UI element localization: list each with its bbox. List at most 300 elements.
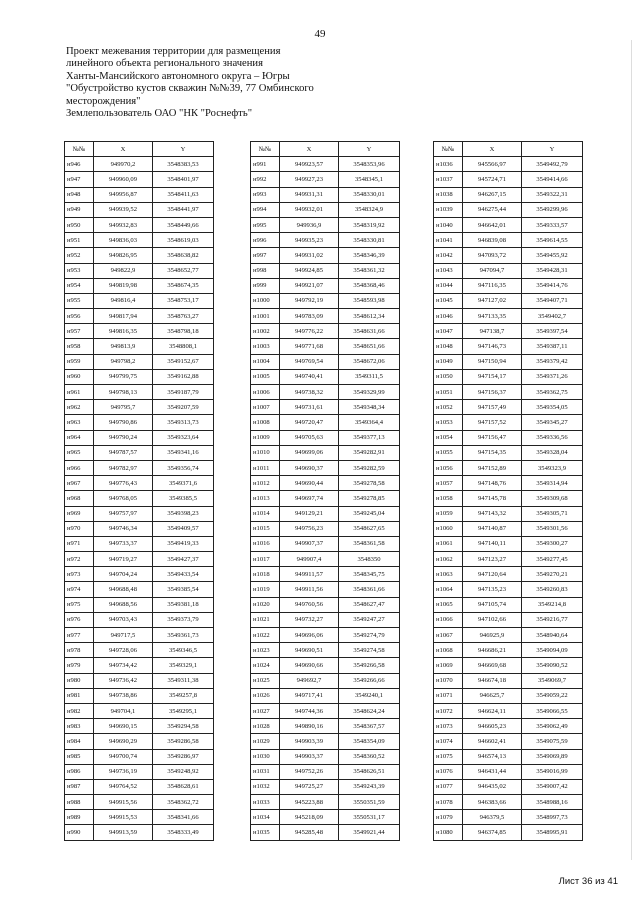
- x-coordinate-cell: 949690,44: [280, 476, 339, 491]
- table-row: [251, 719, 400, 734]
- x-coordinate-cell: 947157,52: [463, 415, 522, 430]
- point-number-cell: н1073: [434, 719, 463, 734]
- point-number-cell: н951: [65, 233, 94, 248]
- point-number-cell: н1063: [434, 567, 463, 582]
- point-number-cell: н1077: [434, 779, 463, 794]
- table-row: [65, 795, 214, 810]
- point-number-cell: н993: [251, 187, 280, 202]
- point-number-cell: н1046: [434, 309, 463, 324]
- y-coordinate-cell: 3549385,54: [153, 582, 214, 597]
- point-number-cell: н1021: [251, 612, 280, 627]
- y-coordinate-cell: 3549419,33: [153, 536, 214, 551]
- point-number-cell: н955: [65, 293, 94, 308]
- x-coordinate-cell: 949816,4: [94, 293, 153, 308]
- table-row: [65, 187, 214, 202]
- x-coordinate-header: X: [280, 142, 339, 157]
- table-row: [434, 217, 583, 232]
- point-number-cell: н999: [251, 278, 280, 293]
- point-number-cell: н1055: [434, 445, 463, 460]
- point-number-cell: н1017: [251, 552, 280, 567]
- table-row: [65, 369, 214, 384]
- y-coordinate-cell: 3548361,58: [339, 536, 400, 551]
- x-coordinate-cell: 949756,23: [280, 521, 339, 536]
- y-coordinate-cell: 3549346,5: [153, 643, 214, 658]
- x-coordinate-cell: 949688,48: [94, 582, 153, 597]
- y-coordinate-cell: 3549313,73: [153, 415, 214, 430]
- y-coordinate-cell: 3548593,98: [339, 293, 400, 308]
- table-row: [251, 491, 400, 506]
- x-coordinate-cell: 949921,07: [280, 278, 339, 293]
- table-row: [434, 536, 583, 551]
- table-row: [65, 354, 214, 369]
- table-row: [251, 415, 400, 430]
- x-coordinate-cell: 946642,01: [463, 217, 522, 232]
- point-number-cell: н1020: [251, 597, 280, 612]
- x-coordinate-cell: 949816,35: [94, 324, 153, 339]
- x-coordinate-cell: 949760,56: [280, 597, 339, 612]
- point-number-cell: н1078: [434, 795, 463, 810]
- x-coordinate-cell: 949927,23: [280, 172, 339, 187]
- y-coordinate-cell: 3549381,18: [153, 597, 214, 612]
- table-row: [434, 749, 583, 764]
- y-coordinate-cell: 3548367,57: [339, 719, 400, 734]
- y-coordinate-cell: 3549333,57: [522, 217, 583, 232]
- point-number-cell: н1022: [251, 628, 280, 643]
- point-number-cell: н1024: [251, 658, 280, 673]
- point-number-cell: н1065: [434, 597, 463, 612]
- x-coordinate-cell: 949924,85: [280, 263, 339, 278]
- point-number-cell: н1067: [434, 628, 463, 643]
- y-coordinate-cell: 3549921,44: [339, 825, 400, 840]
- x-coordinate-cell: 949890,16: [280, 719, 339, 734]
- y-coordinate-cell: 3549247,27: [339, 612, 400, 627]
- x-coordinate-cell: 949696,06: [280, 628, 339, 643]
- point-number-cell: н1011: [251, 460, 280, 475]
- point-number-cell: н1044: [434, 278, 463, 293]
- y-coordinate-cell: 3549341,16: [153, 445, 214, 460]
- x-coordinate-cell: 945223,88: [280, 795, 339, 810]
- table-row: [65, 810, 214, 825]
- y-coordinate-cell: 3549427,37: [153, 552, 214, 567]
- y-coordinate-cell: 3549090,52: [522, 658, 583, 673]
- x-coordinate-cell: 949799,75: [94, 369, 153, 384]
- x-coordinate-cell: 947152,89: [463, 460, 522, 475]
- x-coordinate-cell: 949931,31: [280, 187, 339, 202]
- y-coordinate-cell: 3548449,66: [153, 217, 214, 232]
- x-coordinate-cell: 949720,47: [280, 415, 339, 430]
- table-row: [434, 658, 583, 673]
- y-coordinate-cell: 3549387,11: [522, 339, 583, 354]
- point-number-cell: н953: [65, 263, 94, 278]
- y-coordinate-cell: 3548368,46: [339, 278, 400, 293]
- point-number-cell: н998: [251, 263, 280, 278]
- x-coordinate-cell: 947146,73: [463, 339, 522, 354]
- table-row: [251, 430, 400, 445]
- x-coordinate-cell: 949704,24: [94, 567, 153, 582]
- y-coordinate-cell: 3548624,24: [339, 703, 400, 718]
- table-row: [251, 263, 400, 278]
- y-coordinate-header: Y: [522, 142, 583, 157]
- table-row: [65, 400, 214, 415]
- x-coordinate-cell: 949915,56: [94, 795, 153, 810]
- y-coordinate-cell: 3549414,76: [522, 278, 583, 293]
- point-number-cell: н1050: [434, 369, 463, 384]
- y-coordinate-cell: 3549299,96: [522, 202, 583, 217]
- y-coordinate-cell: 3549398,23: [153, 506, 214, 521]
- y-coordinate-cell: 3549455,92: [522, 248, 583, 263]
- page-number: 49: [314, 28, 326, 40]
- table-row: [434, 719, 583, 734]
- y-coordinate-cell: 3548361,66: [339, 582, 400, 597]
- table-row: [434, 673, 583, 688]
- y-coordinate-cell: 3549397,54: [522, 324, 583, 339]
- x-coordinate-header: X: [463, 142, 522, 157]
- x-coordinate-cell: 949822,9: [94, 263, 153, 278]
- table-row: [65, 309, 214, 324]
- y-coordinate-cell: 3549278,58: [339, 476, 400, 491]
- point-number-cell: н1014: [251, 506, 280, 521]
- y-coordinate-cell: 3549152,67: [153, 354, 214, 369]
- point-number-cell: н1025: [251, 673, 280, 688]
- x-coordinate-cell: 946602,41: [463, 734, 522, 749]
- point-number-cell: н970: [65, 521, 94, 536]
- table-row: [65, 415, 214, 430]
- y-coordinate-cell: 3549371,26: [522, 369, 583, 384]
- table-row: [434, 430, 583, 445]
- table-row: [251, 688, 400, 703]
- table-row: [65, 749, 214, 764]
- x-coordinate-cell: 949744,36: [280, 703, 339, 718]
- y-coordinate-cell: 3549362,75: [522, 385, 583, 400]
- point-number-cell: н984: [65, 734, 94, 749]
- table-row: [65, 202, 214, 217]
- table-row: [434, 825, 583, 840]
- x-coordinate-cell: 949817,94: [94, 309, 153, 324]
- table-row: [434, 385, 583, 400]
- y-coordinate-cell: 3548626,51: [339, 764, 400, 779]
- y-coordinate-cell: 3548361,32: [339, 263, 400, 278]
- y-coordinate-cell: 3549257,8: [153, 688, 214, 703]
- point-number-cell: н966: [65, 460, 94, 475]
- y-coordinate-cell: 3549354,05: [522, 400, 583, 415]
- x-coordinate-cell: 947094,7: [463, 263, 522, 278]
- table-row: [251, 536, 400, 551]
- y-coordinate-cell: 3548995,91: [522, 825, 583, 840]
- point-number-cell: н1069: [434, 658, 463, 673]
- y-coordinate-cell: 3549329,99: [339, 385, 400, 400]
- table-row: [65, 460, 214, 475]
- table-header-row: [65, 142, 214, 157]
- table-row: [251, 643, 400, 658]
- x-coordinate-cell: 949740,41: [280, 369, 339, 384]
- point-number-cell: н960: [65, 369, 94, 384]
- point-number-cell: н967: [65, 476, 94, 491]
- table-row: [251, 779, 400, 794]
- y-coordinate-cell: 3548988,16: [522, 795, 583, 810]
- table-row: [65, 643, 214, 658]
- table-row: [434, 779, 583, 794]
- table-row: [65, 764, 214, 779]
- point-number-cell: н1049: [434, 354, 463, 369]
- point-number-cell: н1062: [434, 552, 463, 567]
- point-number-cell: н1041: [434, 233, 463, 248]
- table-row: [251, 293, 400, 308]
- point-number-cell: н1060: [434, 521, 463, 536]
- table-row: [251, 324, 400, 339]
- table-row: [251, 187, 400, 202]
- y-coordinate-cell: 3549266,58: [339, 658, 400, 673]
- x-coordinate-cell: 949690,29: [94, 734, 153, 749]
- point-number-cell: н1064: [434, 582, 463, 597]
- y-coordinate-cell: 3548333,49: [153, 825, 214, 840]
- table-row: [251, 460, 400, 475]
- point-number-cell: н948: [65, 187, 94, 202]
- point-number-cell: н1008: [251, 415, 280, 430]
- x-coordinate-cell: 949699,06: [280, 445, 339, 460]
- table-row: [251, 567, 400, 582]
- coordinates-table-3: [433, 141, 583, 841]
- x-coordinate-header: X: [94, 142, 153, 157]
- x-coordinate-cell: 949768,05: [94, 491, 153, 506]
- table-row: [251, 703, 400, 718]
- table-row: [251, 233, 400, 248]
- x-coordinate-cell: 949798,2: [94, 354, 153, 369]
- point-number-cell: н1013: [251, 491, 280, 506]
- x-coordinate-cell: 949935,23: [280, 233, 339, 248]
- y-coordinate-cell: 3549270,21: [522, 567, 583, 582]
- x-coordinate-cell: 946669,68: [463, 658, 522, 673]
- x-coordinate-cell: 949129,21: [280, 506, 339, 521]
- header-line: "Обустройство кустов скважин №№39, 77 Омбинского: [66, 83, 314, 95]
- x-coordinate-cell: 947150,94: [463, 354, 522, 369]
- coordinates-table-1: [64, 141, 214, 841]
- point-number-cell: н1036: [434, 157, 463, 172]
- x-coordinate-cell: 947138,7: [463, 324, 522, 339]
- y-coordinate-cell: 3549295,1: [153, 703, 214, 718]
- x-coordinate-cell: 947093,72: [463, 248, 522, 263]
- y-coordinate-cell: 3548345,1: [339, 172, 400, 187]
- header-line: Ханты-Мансийского автономного округа – Югры: [66, 70, 290, 82]
- x-coordinate-cell: 949932,83: [94, 217, 153, 232]
- point-number-cell: н978: [65, 643, 94, 658]
- point-number-cell: н995: [251, 217, 280, 232]
- point-number-cell: н1019: [251, 582, 280, 597]
- y-coordinate-cell: 3548808,1: [153, 339, 214, 354]
- x-coordinate-cell: 947154,35: [463, 445, 522, 460]
- table-row: [434, 521, 583, 536]
- y-coordinate-cell: 3548350: [339, 552, 400, 567]
- table-row: [65, 430, 214, 445]
- table-row: [65, 233, 214, 248]
- table-row: [251, 309, 400, 324]
- x-coordinate-cell: 949911,57: [280, 567, 339, 582]
- table-row: [251, 354, 400, 369]
- y-coordinate-cell: 3549066,55: [522, 703, 583, 718]
- table-row: [434, 248, 583, 263]
- point-number-cell: н1068: [434, 643, 463, 658]
- y-coordinate-cell: 3549371,6: [153, 476, 214, 491]
- y-coordinate-cell: 3548674,35: [153, 278, 214, 293]
- table-row: [434, 369, 583, 384]
- point-number-cell: н979: [65, 658, 94, 673]
- y-coordinate-cell: 3549385,5: [153, 491, 214, 506]
- point-number-cell: н1048: [434, 339, 463, 354]
- y-coordinate-cell: 3549323,64: [153, 430, 214, 445]
- point-number-cell: н1007: [251, 400, 280, 415]
- table-row: [251, 202, 400, 217]
- y-coordinate-cell: 3548628,61: [153, 779, 214, 794]
- point-number-cell: н1015: [251, 521, 280, 536]
- x-coordinate-cell: 949690,66: [280, 658, 339, 673]
- x-coordinate-cell: 949703,43: [94, 612, 153, 627]
- x-coordinate-cell: 949907,37: [280, 536, 339, 551]
- x-coordinate-cell: 949792,19: [280, 293, 339, 308]
- table-row: [65, 445, 214, 460]
- x-coordinate-cell: 947105,74: [463, 597, 522, 612]
- table-row: [65, 157, 214, 172]
- table-row: [65, 719, 214, 734]
- point-number-cell: н1012: [251, 476, 280, 491]
- point-number-cell: н974: [65, 582, 94, 597]
- table-row: [434, 400, 583, 415]
- y-coordinate-cell: 3549162,88: [153, 369, 214, 384]
- point-number-cell: н1037: [434, 172, 463, 187]
- point-number-cell: н1061: [434, 536, 463, 551]
- x-coordinate-cell: 946574,13: [463, 749, 522, 764]
- point-number-cell: н1006: [251, 385, 280, 400]
- y-coordinate-cell: 3549336,56: [522, 430, 583, 445]
- x-coordinate-cell: 946267,15: [463, 187, 522, 202]
- x-coordinate-cell: 949734,42: [94, 658, 153, 673]
- table-row: [434, 445, 583, 460]
- table-row: [65, 582, 214, 597]
- point-number-cell: н958: [65, 339, 94, 354]
- table-row: [251, 582, 400, 597]
- y-coordinate-cell: 3549328,04: [522, 445, 583, 460]
- point-number-cell: н1009: [251, 430, 280, 445]
- table-row: [65, 476, 214, 491]
- x-coordinate-cell: 947135,23: [463, 582, 522, 597]
- point-number-cell: н972: [65, 552, 94, 567]
- x-coordinate-cell: 949752,26: [280, 764, 339, 779]
- x-coordinate-cell: 946925,9: [463, 628, 522, 643]
- point-number-cell: н1054: [434, 430, 463, 445]
- table-row: [65, 597, 214, 612]
- point-number-cell: н986: [65, 764, 94, 779]
- point-number-cell: н975: [65, 597, 94, 612]
- table-row: [251, 673, 400, 688]
- x-coordinate-cell: 946379,5: [463, 810, 522, 825]
- table-row: [65, 628, 214, 643]
- table-row: [434, 202, 583, 217]
- x-coordinate-cell: 949932,01: [280, 202, 339, 217]
- x-coordinate-cell: 949783,09: [280, 309, 339, 324]
- point-number-cell: н990: [65, 825, 94, 840]
- point-number-cell: н1030: [251, 749, 280, 764]
- table-row: [251, 795, 400, 810]
- y-coordinate-cell: 3549348,34: [339, 400, 400, 415]
- x-coordinate-cell: 945724,71: [463, 172, 522, 187]
- table-row: [65, 688, 214, 703]
- y-coordinate-cell: 3548638,82: [153, 248, 214, 263]
- y-coordinate-cell: 3548627,65: [339, 521, 400, 536]
- table-row: [251, 749, 400, 764]
- x-coordinate-cell: 947102,66: [463, 612, 522, 627]
- table-row: [65, 567, 214, 582]
- y-coordinate-cell: 3549069,89: [522, 749, 583, 764]
- table-row: [434, 491, 583, 506]
- y-coordinate-cell: 3549305,71: [522, 506, 583, 521]
- y-coordinate-cell: 3549373,79: [153, 612, 214, 627]
- x-coordinate-cell: 945566,97: [463, 157, 522, 172]
- point-number-cell: н1038: [434, 187, 463, 202]
- x-coordinate-cell: 949913,59: [94, 825, 153, 840]
- table-row: [251, 810, 400, 825]
- y-coordinate-cell: 3549007,42: [522, 779, 583, 794]
- point-number-cell: н1002: [251, 324, 280, 339]
- x-coordinate-cell: 949911,56: [280, 582, 339, 597]
- y-coordinate-cell: 3549214,8: [522, 597, 583, 612]
- y-coordinate-cell: 3549243,39: [339, 779, 400, 794]
- x-coordinate-cell: 947143,32: [463, 506, 522, 521]
- table-row: [65, 263, 214, 278]
- x-coordinate-cell: 949826,95: [94, 248, 153, 263]
- y-coordinate-cell: 3549311,38: [153, 673, 214, 688]
- y-coordinate-cell: 3549311,5: [339, 369, 400, 384]
- x-coordinate-cell: 945285,48: [280, 825, 339, 840]
- x-coordinate-cell: 949907,4: [280, 552, 339, 567]
- table-row: [434, 476, 583, 491]
- y-coordinate-cell: 3548354,09: [339, 734, 400, 749]
- table-row: [434, 339, 583, 354]
- y-coordinate-cell: 3549274,79: [339, 628, 400, 643]
- point-number-cell: н957: [65, 324, 94, 339]
- x-coordinate-cell: 946839,08: [463, 233, 522, 248]
- table-row: [251, 506, 400, 521]
- y-coordinate-cell: 3548360,52: [339, 749, 400, 764]
- point-number-cell: н985: [65, 749, 94, 764]
- point-number-cell: н992: [251, 172, 280, 187]
- x-coordinate-cell: 946383,66: [463, 795, 522, 810]
- y-coordinate-cell: 3548997,73: [522, 810, 583, 825]
- point-number-cell: н976: [65, 612, 94, 627]
- table-row: [251, 369, 400, 384]
- y-coordinate-cell: 3548798,18: [153, 324, 214, 339]
- x-coordinate-cell: 949700,74: [94, 749, 153, 764]
- y-coordinate-cell: 3548651,66: [339, 339, 400, 354]
- point-number-cell: н1004: [251, 354, 280, 369]
- point-number-cell: н962: [65, 400, 94, 415]
- point-number-cell: н969: [65, 506, 94, 521]
- x-coordinate-cell: 949738,32: [280, 385, 339, 400]
- x-coordinate-cell: 947145,78: [463, 491, 522, 506]
- table-row: [251, 385, 400, 400]
- x-coordinate-cell: 947154,17: [463, 369, 522, 384]
- table-row: [434, 460, 583, 475]
- table-row: [434, 263, 583, 278]
- y-coordinate-cell: 3549216,77: [522, 612, 583, 627]
- x-coordinate-cell: 946275,44: [463, 202, 522, 217]
- x-coordinate-cell: 949819,98: [94, 278, 153, 293]
- x-coordinate-cell: 947157,49: [463, 400, 522, 415]
- table-row: [434, 597, 583, 612]
- table-row: [434, 309, 583, 324]
- x-coordinate-cell: 949795,7: [94, 400, 153, 415]
- table-row: [434, 157, 583, 172]
- x-coordinate-cell: 949931,02: [280, 248, 339, 263]
- x-coordinate-cell: 949764,52: [94, 779, 153, 794]
- point-number-cell: н965: [65, 445, 94, 460]
